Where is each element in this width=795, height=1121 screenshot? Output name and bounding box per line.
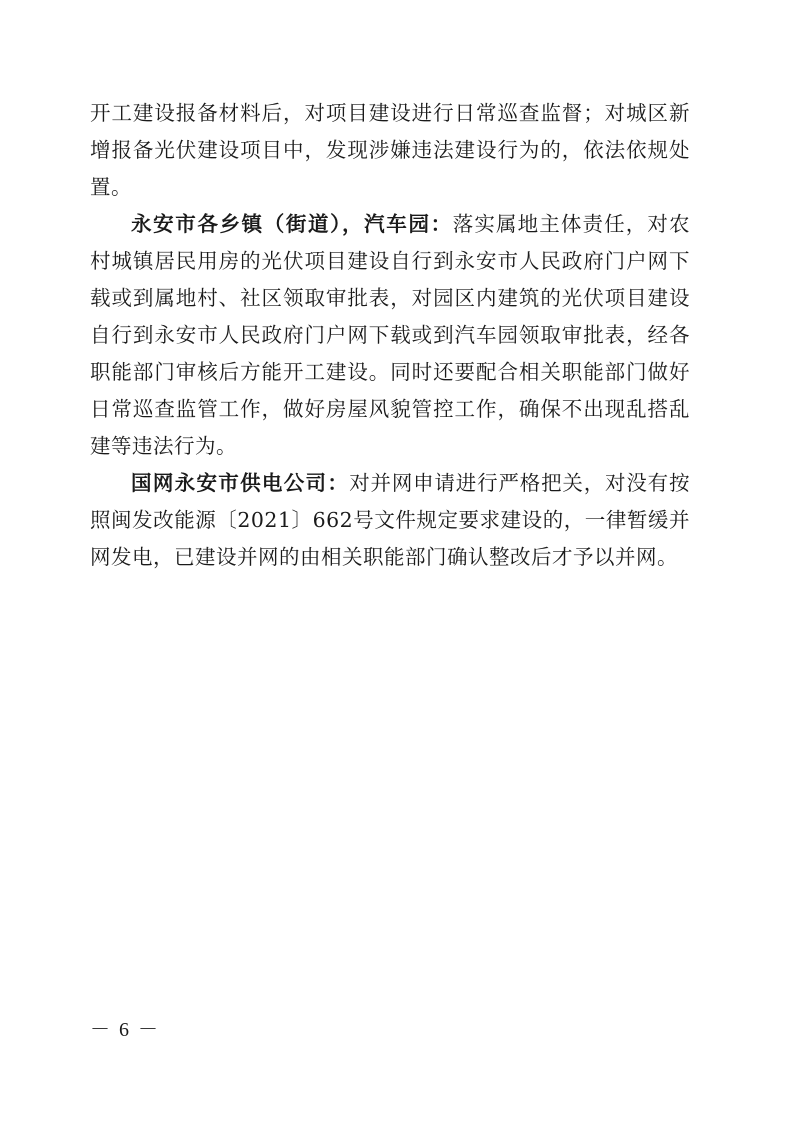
paragraph-lead: 永安市各乡镇（街道），汽车园： <box>131 212 453 236</box>
paragraph-text: 对并网申请进行严格把关，对没有按照闽发改能源〔2021〕662号文件规定要求建设的，一律暂缓并网发电，已建设并网的由相关职能部门确认整改后才予以并网。 <box>90 471 691 569</box>
paragraph-text: 落实属地主体责任，对农村城镇居民用房的光伏项目建设自行到永安市人民政府门户网下载或到属地村、社区领取审批表，对园区内建筑的光伏项目建设自行到永安市人民政府门户网下载或到汽车园领取审批表，经各职能部门审核后方能开工建设。同时还要配合相关职能部门做好日常巡查监管工作，做好房屋风貌管控工作，确保不出现乱搭乱建等违法行为。 <box>90 212 691 458</box>
paragraph-townships <box>90 206 690 465</box>
paragraph-power-company <box>90 465 690 576</box>
document-body <box>90 95 690 576</box>
paragraph-continuation <box>90 95 690 206</box>
paragraph-text: 开工建设报备材料后，对项目建设进行日常巡查监督；对城区新增报备光伏建设项目中，发现涉嫌违法建设行为的，依法依规处置。 <box>90 101 690 199</box>
page-number: － 6 － <box>90 1019 160 1041</box>
paragraph-lead: 国网永安市供电公司： <box>131 471 350 495</box>
